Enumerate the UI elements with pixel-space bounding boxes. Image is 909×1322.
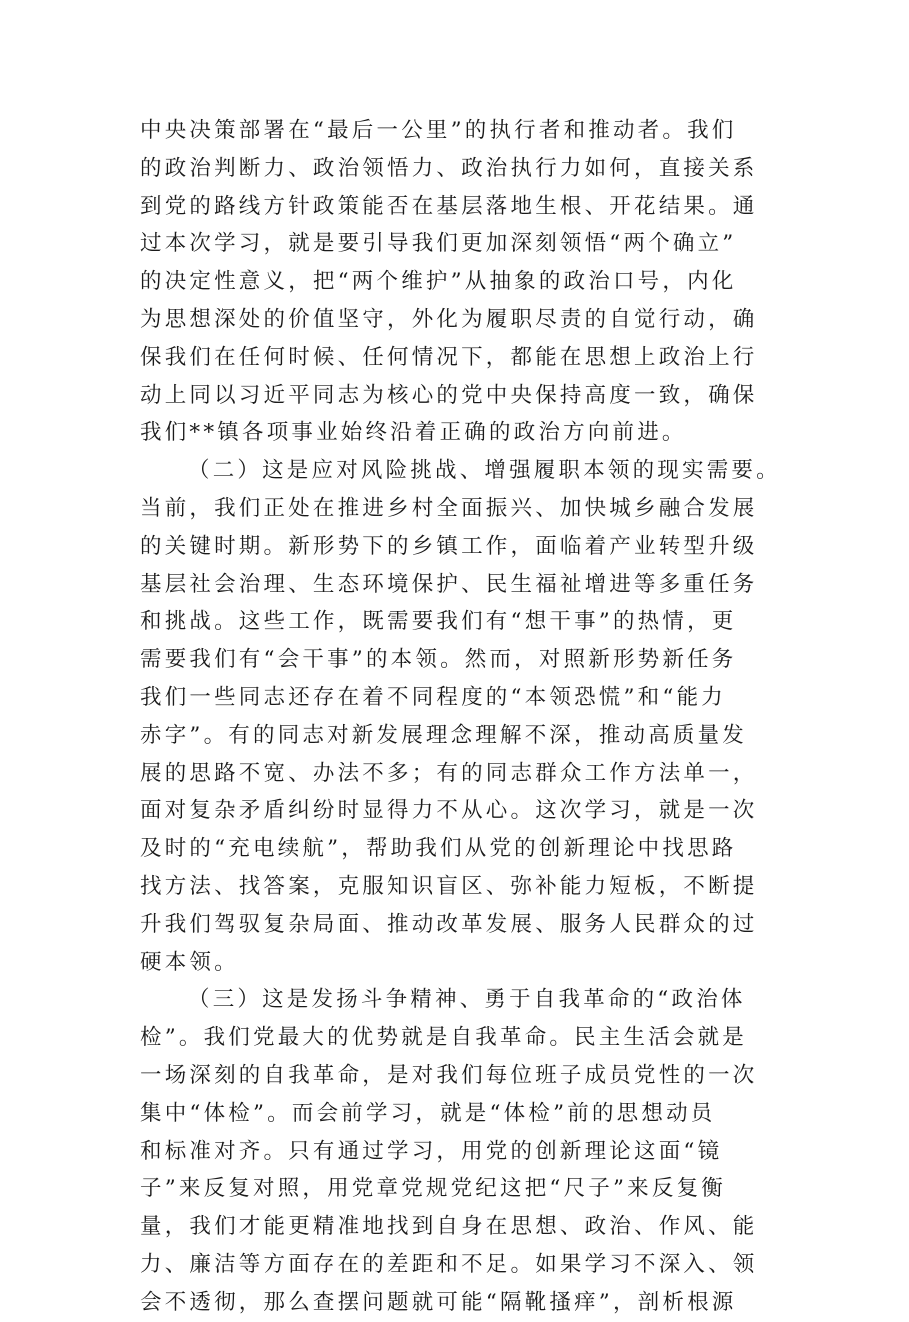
paragraph-line: 的政治判断力、政治领悟力、政治执行力如何，直接关系 [140, 155, 758, 181]
paragraph-line: 过本次学习，就是要引导我们更加深刻领悟“两个确立” [140, 231, 737, 257]
paragraph-line: 和挑战。这些工作，既需要我们有“想干事”的热情，更 [140, 609, 737, 635]
paragraph-line: 动上同以习近平同志为核心的党中央保持高度一致，确保 [140, 382, 758, 408]
document-body [140, 112, 780, 1322]
paragraph-line: 及时的“充电续航”，帮助我们从党的创新理论中找思路 [140, 836, 737, 862]
paragraph-line: 和标准对齐。只有通过学习，用党的创新理论这面“镜 [140, 1138, 723, 1164]
paragraph-line: 检”。我们党最大的优势就是自我革命。民主生活会就是 [140, 1025, 747, 1051]
paragraph-line: 升我们驾驭复杂局面、推动改革发展、服务人民群众的过 [140, 911, 758, 937]
paragraph-line: 我们一些同志还存在着不同程度的“本领恐慌”和“能力 [140, 684, 726, 710]
paragraph-line: 中央决策部署在“最后一公里”的执行者和推动者。我们 [140, 118, 737, 143]
paragraph-line: 到党的路线方针政策能否在基层落地生根、开花结果。通 [140, 193, 758, 219]
section-heading-line: （三）这是发扬斗争精神、勇于自我革命的“政治体 [188, 987, 746, 1013]
paragraph-line: 硬本领。 [140, 949, 239, 975]
paragraph-line: 当前，我们正处在推进乡村全面振兴、加快城乡融合发展 [140, 495, 758, 521]
paragraph-line: 集中“体检”。而会前学习，就是“体检”前的思想动员 [140, 1100, 716, 1126]
paragraph-line: 量，我们才能更精准地找到自身在思想、政治、作风、能 [140, 1214, 758, 1240]
paragraph-line: 需要我们有“会干事”的本领。然而，对照新形势新任务 [140, 647, 737, 673]
paragraph-line: 找方法、找答案，克服知识盲区、弥补能力短板，不断提 [140, 873, 758, 899]
paragraph-line: 的关键时期。新形势下的乡镇工作，面临着产业转型升级 [140, 533, 758, 559]
paragraph-line: 一场深刻的自我革命，是对我们每位班子成员党性的一次 [140, 1062, 758, 1088]
paragraph-line: 会不透彻，那么查摆问题就可能“隔靴搔痒”，剖析根源 [140, 1289, 737, 1315]
paragraph-line: 赤字”。有的同志对新发展理念理解不深，推动高质量发 [140, 722, 747, 748]
paragraph-line: 展的思路不宽、办法不多；有的同志群众工作方法单一， [140, 760, 758, 786]
paragraph-line: 面对复杂矛盾纠纷时显得力不从心。这次学习，就是一次 [140, 798, 758, 824]
paragraph-line: 为思想深处的价值坚守，外化为履职尽责的自觉行动，确 [140, 306, 758, 332]
paragraph-line: 基层社会治理、生态环境保护、民生福祉增进等多重任务 [140, 571, 758, 597]
paragraph-line: 我们**镇各项事业始终沿着正确的政治方向前进。 [140, 420, 687, 446]
paragraph-line: 的决定性意义，把“两个维护”从抽象的政治口号，内化 [140, 269, 737, 295]
paragraph-line: 力、廉洁等方面存在的差距和不足。如果学习不深入、领 [140, 1251, 758, 1277]
section-heading-line: （二）这是应对风险挑战、增强履职本领的现实需要。 [188, 458, 781, 484]
paragraph-line: 保我们在任何时候、任何情况下，都能在思想上政治上行 [140, 344, 758, 370]
paragraph-line: 子”来反复对照，用党章党规党纪这把“尺子”来反复衡 [140, 1176, 726, 1202]
